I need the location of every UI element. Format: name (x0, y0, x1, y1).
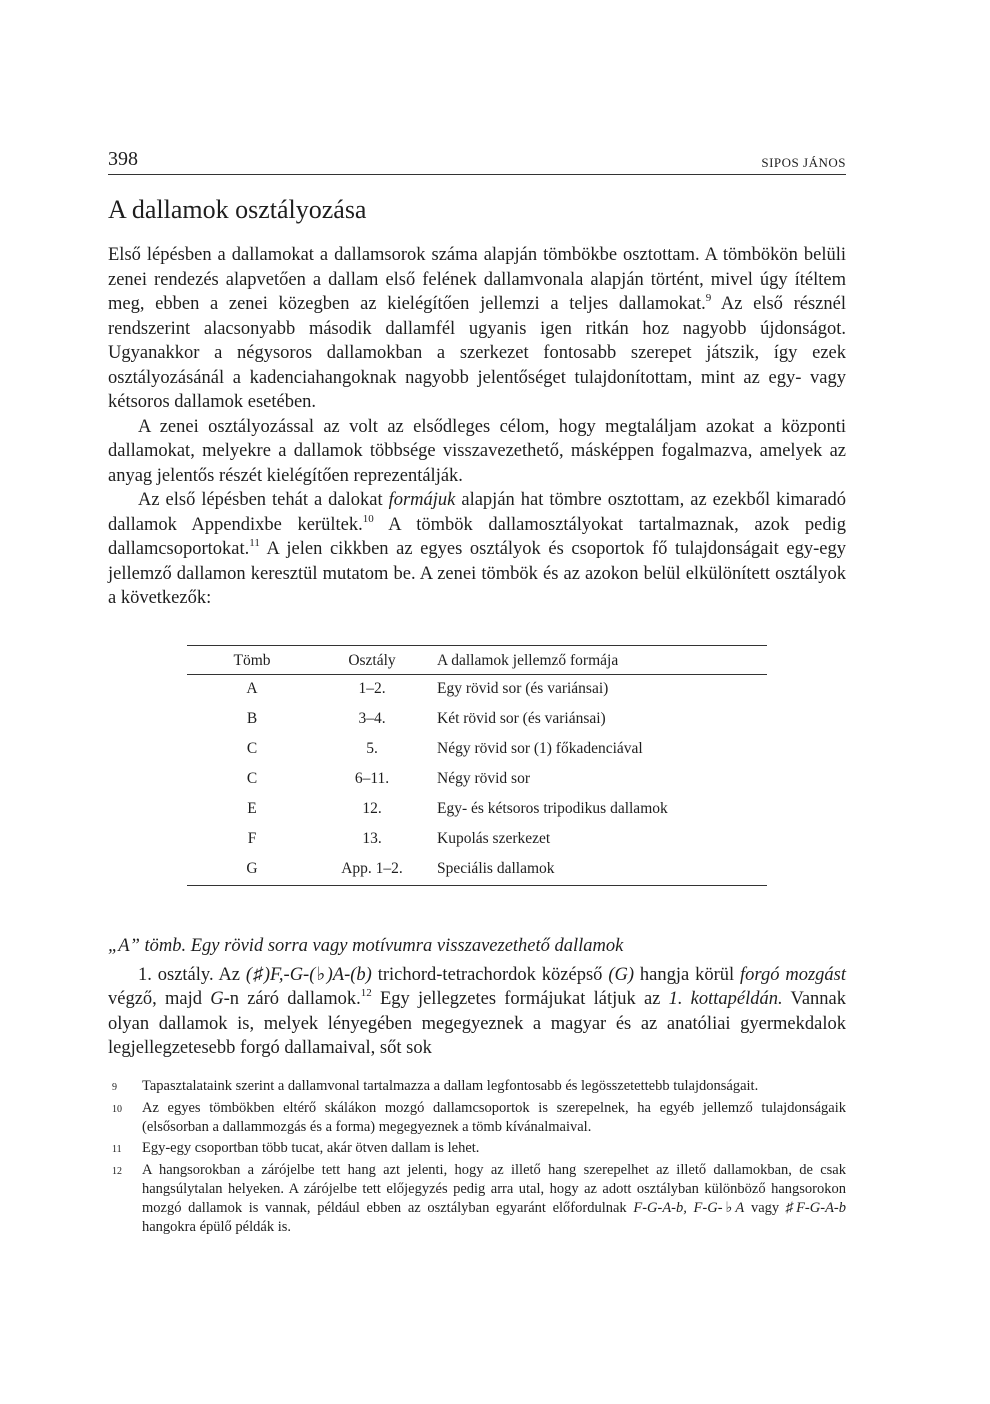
page (108, 144, 846, 1239)
footnote-number: 9 (112, 1081, 117, 1093)
footnote-number: 11 (112, 1143, 122, 1155)
table-header-row (187, 645, 767, 674)
footnotes (108, 1077, 846, 1237)
page-number: 398 (108, 148, 138, 170)
subsection-title: „A” tömb. Egy rövid sorra vagy motívumra visszavezethető dallamok (108, 935, 624, 956)
footnote-text: Az egyes tömbökben eltérő skálákon mozgó dallamcsoportok is szerepelnek, ha egyéb jellemző tulajdonságaik (elsősorban a dallammozgás és a forma) megegyeznek a tömb kívánalmaival. (142, 1099, 846, 1135)
table-row: G App. 1–2. Speciális dallamok (187, 855, 767, 886)
footnote-11 (108, 1139, 846, 1159)
footnote-9 (108, 1077, 846, 1097)
running-head-author: SIPOS JÁNOS (761, 155, 846, 170)
footnote-ref-12[interactable]: 12 (360, 987, 372, 999)
header-osztaly: Osztály (348, 651, 396, 669)
table-row: F 13. Kupolás szerkezet (247, 829, 551, 847)
footnote-12 (108, 1161, 846, 1237)
footnote-text: Egy-egy csoportban több tucat, akár ötven dallam is lehet. (142, 1139, 480, 1156)
footnote-number: 10 (112, 1103, 122, 1115)
paragraph-osztaly-1: 1. osztály. Az (♯)F,-G-(♭)A-(b) trichord-tetrachordok középső (G) hangja körül forgó mozgást végző, majd G-n záró dallamok.$^{12}$ Egy jellegzetes formájukat látjuk az 1. kottapéldán. Vannak olyan dallamok is, melyek lényegében megegyeznek a magyar és az anatóliai gyermekdalok legjellegzetesebb forgó dallamaival, sőt sok (108, 964, 846, 1058)
table-row: E 12. Egy- és kétsoros tripodikus dallamok (247, 799, 668, 817)
footnote-10 (108, 1099, 846, 1137)
header-tomb: Tömb (233, 651, 271, 669)
table-row: C 6–11. Négy rövid sor (246, 769, 530, 787)
footnote-text: Tapasztalataink szerint a dallamvonal tartalmazza a dallam legfontosabb és legösszetettebb tulajdonságait. (142, 1077, 759, 1094)
footnote-text: A hangsorokban a zárójelbe tett hang azt jelenti, hogy az illető hang szerepelhet az illető dallamokban, de csak hangsúlytalan helyeken. A zárójelbe tett előjegyzés pedig arra utal, hogy az adott osztályban különböző hangsorokon mozgó dallamok is vannak, például ebben az osztályban egyaránt előfordulnak F-G-A-b, F-G-♭A vagy ♯F-G-A-b hangokra épülő példák is. (142, 1161, 846, 1235)
header-forma: A dallamok jellemző formája (437, 651, 619, 669)
section-title: A dallamok osztályozása (108, 195, 367, 224)
footnote-ref-9[interactable]: 9 (705, 292, 712, 304)
footnote-number: 12 (112, 1165, 122, 1177)
table-row: B 3–4. Két rövid sor (és variánsai) (246, 709, 606, 727)
footnote-ref-11[interactable]: 11 (249, 537, 260, 549)
paragraph-1: Első lépésben a dallamokat a dallamsorok száma alapján tömbökbe osztottam. A tömbökön belüli zenei rendezés alapvetően a dallam első felének dallamvonala alapján történt, mivel úgy ítéltem meg, ebben a zenei közegben az kielégítően jellemzi a teljes dallamokat.$^9$ Az első résznél rendszerint alacsonyabb második dallamfél ugyanis igen ritkán hoz nagyobb újdonságot. Ugyanakkor a négysoros dallamokban a szerkezet fontosabb szerepet játszik, így ezek osztályozásánál a kadenciahangoknak nagyobb jelentőséget tulajdonítottam, mint az egy- vagy kétsoros dallamok esetében. (108, 245, 846, 412)
paragraph-2: A zenei osztályozással az volt az elsődleges célom, hogy megtaláljam azokat a központi dallamokat, melyekre a dallamok többsége visszavezethető, másképpen fogalmazva, amelyek az anyag jelentős részét kielégítően reprezentálják. (108, 416, 846, 486)
table-row: A 1–2. Egy rövid sor (és variánsai) (246, 679, 609, 697)
paragraph-3: Az első lépésben tehát a dalokat formájuk alapján hat tömbre osztottam, az ezekből kimaradó dallamok Appendixbe kerültek.$^{10}$ A tömbök dallamosztályokat tartalmaznak, azok pedig dallamcsoportokat.$^{11}$ A jelen cikkben az egyes osztályok és csoportok fő tulajdonságait egy-egy jellemző dallamon keresztül mutatom be. A zenei tömbök és az azokon belül elkülönített osztályok a következők: (108, 490, 847, 608)
classification-table (187, 645, 767, 886)
table-row: C 5. Négy rövid sor (1) főkadenciával (246, 739, 643, 757)
footnote-ref-10[interactable]: 10 (362, 512, 374, 525)
page-header (108, 144, 846, 175)
